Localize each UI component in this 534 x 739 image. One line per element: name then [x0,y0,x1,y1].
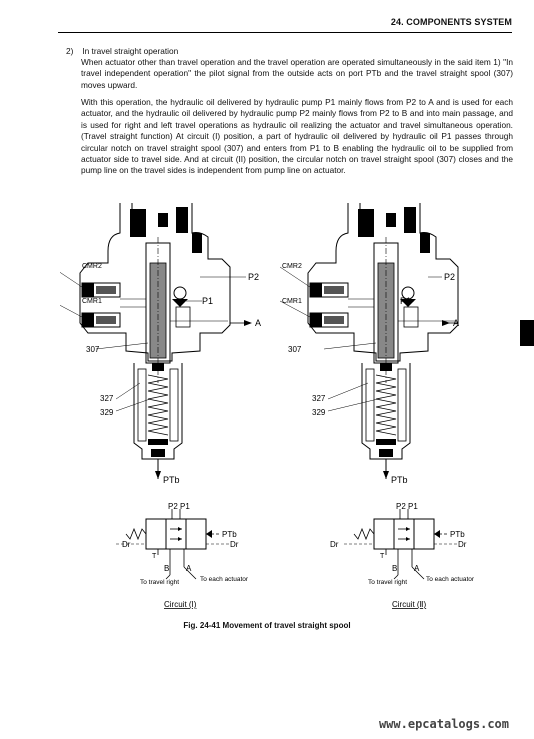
left-circuit-t: T [152,553,157,560]
left-label-327: 327 [100,394,114,403]
right-circuit-dr-right: Dr [458,540,467,549]
right-label-p1: P1 [400,296,412,306]
right-circuit-to-travel-right: To travel right [368,579,408,586]
section-number: 2) [66,46,74,56]
left-label-a: A [255,318,262,328]
right-circuit-dr-left: Dr [330,540,339,549]
left-circuit-a: A [186,564,192,573]
right-label-cmr2: CMR2 [282,263,302,270]
right-label-a: A [453,318,460,328]
right-label-p2: P2 [444,272,456,282]
right-circuit-p2: P2 [396,502,406,511]
left-circuit-to-each-actuator: To each actuator [200,576,249,583]
left-circuit-dr-right: Dr [230,540,239,549]
left-label-307: 307 [86,345,100,354]
right-label-329: 329 [312,408,326,417]
right-circuit-ptb: PTb [450,530,465,539]
left-circuit-title: Circuit (I) [164,600,197,609]
right-valve-section [280,203,458,479]
left-label-p1: P1 [202,296,214,306]
left-circuit-b: B [164,564,170,573]
paragraph-1: When actuator other than travel operation and the travel operation are operated simultaneously in the said item 1) "In travel independent operation" the pilot signal from the outside acts on port PTb and the travel straight spool (307) moves upward. [81,57,513,90]
right-circuit-t: T [380,553,385,560]
right-circuit-a: A [414,564,420,573]
left-label-ptb: PTb [163,475,180,485]
left-circuit-p1: P1 [180,502,190,511]
right-label-ptb: PTb [391,475,408,485]
left-label-329: 329 [100,408,114,417]
watermark: www.epcatalogs.com [378,717,509,731]
left-circuit-symbol [116,509,230,579]
section-heading-text: In travel straight operation [82,46,179,56]
right-label-327: 327 [312,394,326,403]
left-circuit-ptb: PTb [222,530,237,539]
section-heading [66,46,178,56]
left-label-cmr1: CMR1 [82,298,102,305]
right-circuit-title: Circuit (Ⅱ) [392,600,427,609]
header-rule [58,32,512,33]
left-label-cmr2: CMR2 [82,263,102,270]
right-circuit-to-each-actuator: To each actuator [426,576,475,583]
right-circuit-p1: P1 [408,502,418,511]
left-valve-section [60,203,252,479]
spool-diagram-figure [60,203,515,613]
figure-caption: Fig. 24-41 Movement of travel straight spool [183,621,351,630]
left-label-p2: P2 [248,272,260,282]
right-circuit-symbol [344,509,458,579]
chapter-tab-marker [520,320,534,346]
paragraph-2: With this operation, the hydraulic oil delivered by hydraulic pump P1 mainly flows from P2 to A and is used for each actuator, and the hydraulic oil delivered by hydraulic pump P2 mainly flows from P2 to B and into main passage, and is used for right and left travel operations as hydraulic oil realizing the actuator and travel simultaneous operation. (Travel straight function) At circuit (I) position, a part of hydraulic oil delivered by hydraulic oil P1 passes through circular notch on travel straight spool (307) and enters from P1 to B enabling the hydraulic oil to be supplied from actuator side to travel side. And at circuit (II) position, the circular notch on travel straight spool (307) closes and the pump line on the travel sides is independent from pump line on actuator. [81,97,513,176]
header-title: 24. COMPONENTS SYSTEM [390,17,512,27]
left-circuit-dr-left: Dr [122,540,131,549]
left-circuit-p2: P2 [168,502,178,511]
right-circuit-b: B [392,564,398,573]
left-circuit-to-travel-right: To travel right [140,579,180,586]
right-label-cmr1: CMR1 [282,298,302,305]
right-label-307: 307 [288,345,302,354]
